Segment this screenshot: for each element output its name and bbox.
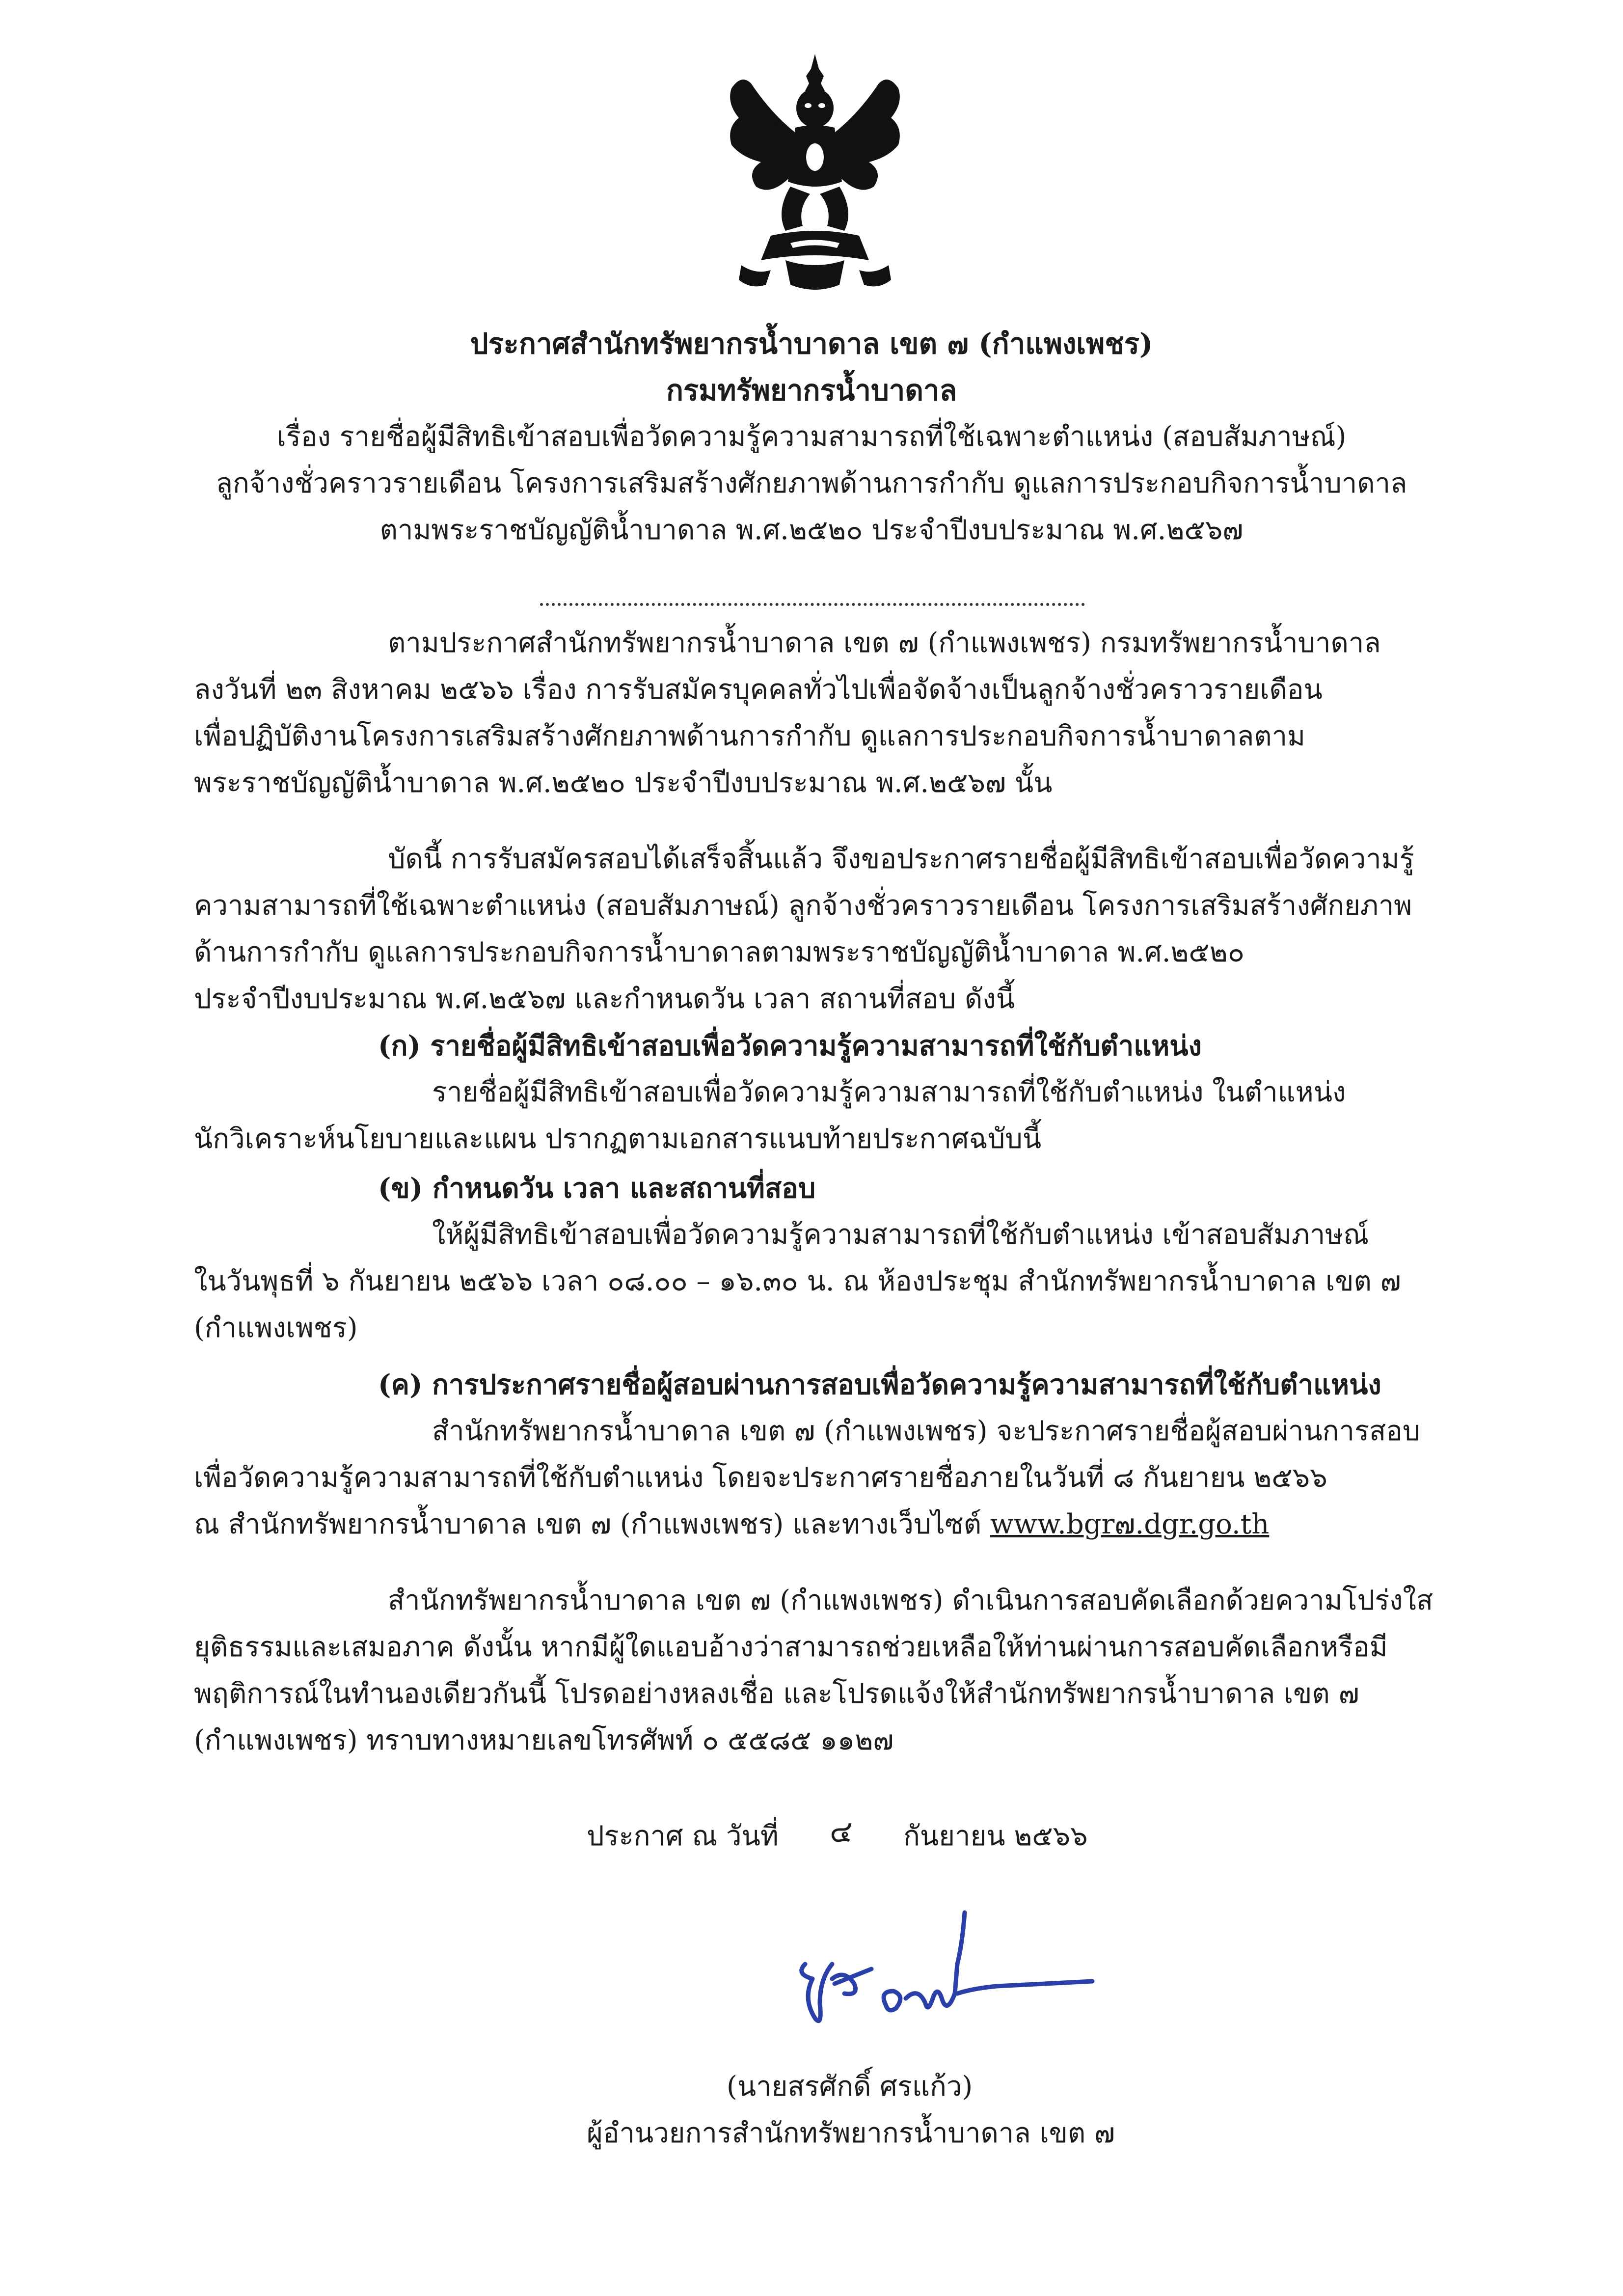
paragraph1-line: เพื่อปฏิบัติงานโครงการเสริมสร้างศักยภาพด้านการกำกับ ดูแลการประกอบกิจการน้ำบาดาลตาม [194, 720, 1305, 752]
section-b-heading: (ข) กำหนดวัน เวลา และสถานที่สอบ [378, 1172, 816, 1204]
section-c-line: สำนักทรัพยากรน้ำบาดาล เขต ๗ (กำแพงเพชร) จะประกาศรายชื่อผู้สอบผ่านการสอบ [432, 1415, 1420, 1447]
paragraph1-line: ตามประกาศสำนักทรัพยากรน้ำบาดาล เขต ๗ (กำแพงเพชร) กรมทรัพยากรน้ำบาดาล [388, 627, 1381, 659]
subject-line-3: ตามพระราชบัญญัติน้ำบาดาล พ.ศ.๒๕๒๐ ประจำปีงบประมาณ พ.ศ.๒๕๖๗ [379, 514, 1244, 546]
paragraph2-line: บัดนี้ การรับสมัครสอบได้เสร็จสิ้นแล้ว จึงขอประกาศรายชื่อผู้มีสิทธิเข้าสอบเพื่อวัดความรู้ [388, 843, 1414, 875]
signatory-name: (นายสรศักดิ์ ศรแก้ว) [727, 2071, 973, 2103]
date-prefix: ประกาศ ณ วันที่ [587, 1820, 779, 1852]
date-day: ๔ [830, 1813, 853, 1849]
paragraph3-line: (กำแพงเพชร) ทราบทางหมายเลขโทรศัพท์ ๐ ๕๕๘๕ ๑๑๒๗ [194, 1724, 894, 1756]
section-a-line: นักวิเคราะห์นโยบายและแผน ปรากฏตามเอกสารแนบท้ายประกาศฉบับนี้ [194, 1123, 1042, 1155]
paragraph3-line: พฤติการณ์ในทำนองเดียวกันนี้ โปรดอย่างหลงเชื่อ และโปรดแจ้งให้สำนักทรัพยากรน้ำบาดาล เขต ๗ [194, 1678, 1359, 1710]
paragraph2-line: ด้านการกำกับ ดูแลการประกอบกิจการน้ำบาดาลตามพระราชบัญญัติน้ำบาดาล พ.ศ.๒๕๒๐ [194, 936, 1244, 968]
section-b-line: ให้ผู้มีสิทธิเข้าสอบเพื่อวัดความรู้ความสามารถที่ใช้กับตำแหน่ง เข้าสอบสัมภาษณ์ [432, 1219, 1369, 1251]
signatory-title: ผู้อำนวยการสำนักทรัพยากรน้ำบาดาล เขต ๗ [587, 2117, 1115, 2149]
website-link[interactable]: www.bgr๗.dgr.go.th [990, 1508, 1270, 1540]
subject-line-2: ลูกจ้างชั่วคราวรายเดือน โครงการเสริมสร้างศักยภาพด้านการกำกับ ดูแลการประกอบกิจการน้ำบาดาล [216, 467, 1407, 499]
section-a-heading: (ก) รายชื่อผู้มีสิทธิเข้าสอบเพื่อวัดความรู้ความสามารถที่ใช้กับตำแหน่ง [378, 1030, 1202, 1062]
section-b-line: ในวันพุธที่ ๖ กันยายน ๒๕๖๖ เวลา ๐๘.๐๐ – ๑๖.๓๐ น. ณ ห้องประชุม สำนักทรัพยากรน้ำบาดาล เขต ๗ [194, 1265, 1401, 1297]
paragraph1-line: ลงวันที่ ๒๓ สิงหาคม ๒๕๖๖ เรื่อง การรับสมัครบุคคลทั่วไปเพื่อจัดจ้างเป็นลูกจ้างชั่วคราวรายเดือน [194, 674, 1323, 706]
section-c-line-prefix: ณ สำนักทรัพยากรน้ำบาดาล เขต ๗ (กำแพงเพชร) และทางเว็บไซต์ [194, 1508, 990, 1540]
date-month-year: กันยายน ๒๕๖๖ [903, 1820, 1088, 1852]
header-line-2: กรมทรัพยากรน้ำบาดาล [666, 374, 957, 407]
subject-line-1: เรื่อง รายชื่อผู้มีสิทธิเข้าสอบเพื่อวัดความรู้ความสามารถที่ใช้เฉพาะตำแหน่ง (สอบสัมภาษณ์) [276, 421, 1347, 453]
paragraph2-line: ประจำปีงบประมาณ พ.ศ.๒๕๖๗ และกำหนดวัน เวลา สถานที่สอบ ดังนี้ [194, 983, 1015, 1015]
section-c-line: เพื่อวัดความรู้ความสามารถที่ใช้กับตำแหน่ง โดยจะประกาศรายชื่อภายในวันที่ ๘ กันยายน ๒๕๖๖ [194, 1462, 1327, 1494]
paragraph1-line: พระราชบัญญัติน้ำบาดาล พ.ศ.๒๕๒๐ ประจำปีงบประมาณ พ.ศ.๒๕๖๗ นั้น [194, 767, 1053, 799]
paragraph3-line: สำนักทรัพยากรน้ำบาดาล เขต ๗ (กำแพงเพชร) ดำเนินการสอบคัดเลือกด้วยความโปร่งใส [388, 1585, 1434, 1616]
header-line-1: ประกาศสำนักทรัพยากรน้ำบาดาล เขต ๗ (กำแพงเพชร) [470, 327, 1153, 360]
paragraph3-line: ยุติธรรมและเสมอภาค ดังนั้น หากมีผู้ใดแอบอ้างว่าสามารถช่วยเหลือให้ท่านผ่านการสอบคัดเลือกหรือมี [194, 1631, 1388, 1663]
section-b-line: (กำแพงเพชร) [194, 1312, 358, 1344]
section-a-line: รายชื่อผู้มีสิทธิเข้าสอบเพื่อวัดความรู้ความสามารถที่ใช้กับตำแหน่ง ในตำแหน่ง [432, 1076, 1346, 1108]
dotted-separator [540, 603, 1085, 606]
paragraph2-line: ความสามารถที่ใช้เฉพาะตำแหน่ง (สอบสัมภาษณ์) ลูกจ้างชั่วคราวรายเดือน โครงการเสริมสร้างศักยภาพ [194, 890, 1412, 922]
section-c-last-line [194, 1505, 1269, 1544]
garuda-emblem-icon [712, 54, 918, 300]
handwritten-signature-icon [785, 1905, 1100, 2052]
section-c-heading: (ค) การประกาศรายชื่อผู้สอบผ่านการสอบเพื่อวัดความรู้ความสามารถที่ใช้กับตำแหน่ง [378, 1368, 1381, 1401]
